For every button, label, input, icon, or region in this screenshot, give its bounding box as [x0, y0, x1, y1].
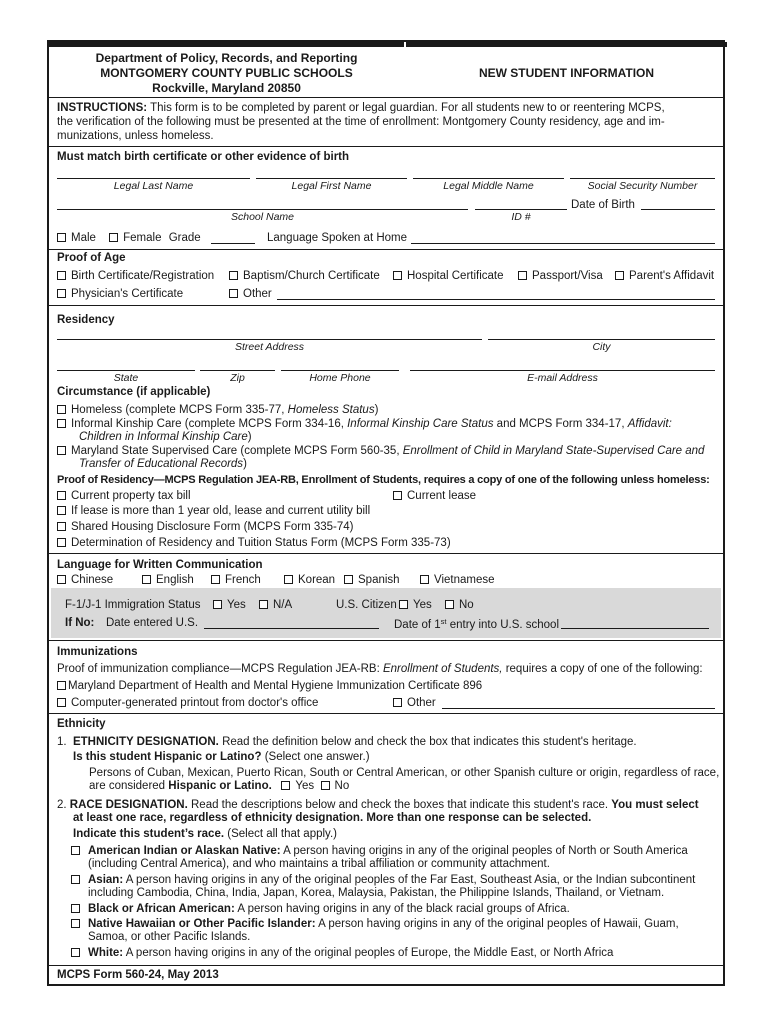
checkbox[interactable] — [211, 575, 220, 584]
ethnicity-definition-1: Persons of Cuban, Mexican, Puerto Rican, South or Central American, or other Spanish culture or origin, regardless of race, — [89, 767, 720, 779]
instructions-line-3: munizations, unless homeless. — [57, 130, 214, 142]
language-option[interactable]: Spanish — [344, 574, 400, 586]
kinship-option-cont: Children in Informal Kinship Care) — [79, 431, 252, 443]
ethnicity-definition-2: are considered Hispanic or Latino. Yes No — [89, 780, 350, 792]
language-option[interactable]: Korean — [284, 574, 335, 586]
ssn-label: Social Security Number — [587, 180, 698, 192]
email-label: E-mail Address — [527, 372, 598, 384]
kinship-option[interactable]: Informal Kinship Care (complete MCPS Form 334-16, Informal Kinship Care Status and MCPS Form 334-17, Affidavit: — [57, 418, 672, 430]
lease-old-option[interactable]: If lease is more than 1 year old, lease and current utility bill — [57, 505, 370, 517]
state-field[interactable] — [57, 370, 195, 371]
language-heading: Language for Written Communication — [57, 559, 263, 571]
proof-of-age-heading: Proof of Age — [57, 252, 126, 264]
checkbox[interactable] — [344, 575, 353, 584]
checkbox[interactable] — [71, 919, 80, 928]
checkbox[interactable] — [57, 575, 66, 584]
checkbox[interactable] — [213, 600, 222, 609]
date-entered-label: Date entered U.S. — [106, 617, 199, 629]
age-option[interactable]: Hospital Certificate — [393, 270, 504, 282]
identity-heading: Must match birth certificate or other evidence of birth — [57, 151, 350, 163]
first-name-label: Legal First Name — [291, 180, 372, 192]
female-label: Female — [123, 232, 162, 244]
race-option-pacific-islander[interactable]: Native Hawaiian or Other Pacific Islander: A person having origins in any of the original peoples of Hawaii, Guam, — [71, 918, 679, 930]
citizen-label: U.S. Citizen — [336, 599, 397, 611]
female-checkbox[interactable] — [109, 233, 118, 242]
tax-bill-option[interactable]: Current property tax bill — [57, 490, 191, 502]
school-name-label: School Name — [230, 211, 295, 223]
race-question: Indicate this student’s race. (Select all that apply.) — [73, 828, 337, 840]
grade-label: Grade — [168, 232, 201, 244]
language-option[interactable]: French — [211, 574, 261, 586]
male-label: Male — [71, 232, 96, 244]
citizen-yes-option[interactable]: Yes — [399, 599, 432, 611]
divider — [49, 553, 723, 554]
checkbox[interactable] — [420, 575, 429, 584]
divider — [49, 640, 723, 641]
city-label: City — [592, 341, 611, 353]
age-option[interactable]: Parent's Affidavit — [615, 270, 714, 282]
form-id: MCPS Form 560-24, May 2013 — [57, 969, 219, 981]
middle-name-label: Legal Middle Name — [443, 180, 534, 192]
checkbox[interactable] — [71, 875, 80, 884]
checkbox[interactable] — [57, 681, 66, 690]
state-care-option-cont: Transfer of Educational Records) — [79, 458, 247, 470]
header-bar-left — [49, 42, 404, 47]
instructions-line-1: INSTRUCTIONS: This form is to be completed by parent or legal guardian. For all students new to or reentering MCPS, — [57, 102, 665, 114]
age-option[interactable]: Birth Certificate/Registration — [57, 270, 214, 282]
middle-name-field[interactable] — [413, 178, 564, 179]
visa-label: F-1/J-1 Immigration Status — [65, 599, 201, 611]
checkbox[interactable] — [57, 446, 66, 455]
dob-label: Date of Birth — [571, 199, 635, 211]
checkbox[interactable] — [57, 419, 66, 428]
checkbox[interactable] — [57, 538, 66, 547]
checkbox[interactable] — [284, 575, 293, 584]
hispanic-no-checkbox[interactable] — [321, 781, 330, 790]
checkbox[interactable] — [393, 271, 402, 280]
lease-option[interactable]: Current lease — [393, 490, 476, 502]
other-age-field[interactable] — [277, 299, 715, 300]
org-city: Rockville, Maryland 20850 — [152, 81, 301, 95]
checkbox[interactable] — [57, 698, 66, 707]
language-option[interactable]: Vietnamese — [420, 574, 495, 586]
residency-heading: Residency — [57, 314, 115, 326]
street-field[interactable] — [57, 339, 482, 340]
date-first-entry-field[interactable] — [561, 628, 709, 629]
race-option-asian[interactable]: Asian: A person having origins in any of the original peoples of the Far East, Southeast Asia, or the Indian subcontinent — [71, 874, 695, 886]
male-checkbox[interactable] — [57, 233, 66, 242]
checkbox[interactable] — [615, 271, 624, 280]
state-care-option[interactable]: Maryland State Supervised Care (complete MCPS Form 560-35, Enrollment of Child in Maryland State-Supervised Care and — [57, 445, 704, 457]
state-label: State — [113, 372, 139, 384]
immunizations-text: Proof of immunization compliance—MCPS Regulation JEA-RB: Enrollment of Students, requires a copy of one of the following: — [57, 663, 703, 675]
dept-name: Department of Policy, Records, and Reporting — [95, 51, 358, 65]
immigration-band — [51, 588, 721, 638]
ethnicity-q1: 1. ETHNICITY DESIGNATION. Read the definition below and check the box that indicates this student's heritage. — [57, 736, 637, 748]
checkbox[interactable] — [57, 271, 66, 280]
ssn-field[interactable] — [570, 178, 715, 179]
checkbox[interactable] — [71, 948, 80, 957]
divider — [49, 713, 723, 714]
last-name-label: Legal Last Name — [113, 180, 194, 192]
race-desc-cont: (including Central America), and who maintains a tribal affiliation or community attachment. — [88, 858, 550, 870]
checkbox[interactable] — [229, 271, 238, 280]
other-immunization-field[interactable] — [442, 708, 715, 709]
checkbox[interactable] — [445, 600, 454, 609]
id-field[interactable] — [475, 209, 567, 210]
checkbox[interactable] — [259, 600, 268, 609]
race-desc-cont: Samoa, or other Pacific Islands. — [88, 931, 251, 943]
checkbox[interactable] — [393, 491, 402, 500]
other-immunization-option[interactable]: Other — [393, 697, 436, 709]
header-bar-right — [406, 42, 727, 47]
checkbox[interactable] — [57, 491, 66, 500]
sex-grade-row — [57, 232, 201, 244]
physician-option[interactable]: Physician's Certificate — [57, 288, 183, 300]
determination-option[interactable]: Determination of Residency and Tuition Status Form (MCPS Form 335-73) — [57, 537, 451, 549]
city-field[interactable] — [488, 339, 715, 340]
id-label: ID # — [511, 211, 531, 223]
checkbox[interactable] — [57, 506, 66, 515]
checkbox[interactable] — [71, 846, 80, 855]
divider — [49, 965, 723, 966]
race-desc-cont: including Cambodia, China, India, Japan, Korea, Malaysia, Pakistan, the Philippine Islands, Thailand, or Vietnam. — [88, 887, 665, 899]
immunizations-heading: Immunizations — [57, 646, 138, 658]
divider — [49, 97, 723, 98]
checkbox[interactable] — [399, 600, 408, 609]
age-option[interactable]: Passport/Visa — [518, 270, 603, 282]
school-name-field[interactable] — [57, 209, 468, 210]
race-option-american-indian[interactable]: American Indian or Alaskan Native: A person having origins in any of the original peoples of North or South America — [71, 845, 688, 857]
language-option[interactable]: English — [142, 574, 194, 586]
divider — [49, 249, 723, 250]
zip-field[interactable] — [200, 370, 275, 371]
zip-label: Zip — [230, 372, 245, 384]
checkbox[interactable] — [57, 405, 66, 414]
new-student-form — [47, 40, 725, 986]
shared-housing-option[interactable]: Shared Housing Disclosure Form (MCPS Form 335-74) — [57, 521, 353, 533]
homeless-option[interactable]: Homeless (complete MCPS Form 335-77, Homeless Status) — [57, 404, 378, 416]
language-option[interactable]: Chinese — [57, 574, 113, 586]
citizen-no-option[interactable]: No — [445, 599, 474, 611]
checkbox[interactable] — [57, 289, 66, 298]
first-name-field[interactable] — [256, 178, 407, 179]
age-option[interactable]: Baptism/Church Certificate — [229, 270, 380, 282]
ethnicity-heading: Ethnicity — [57, 718, 106, 730]
ethnicity-question: Is this student Hispanic or Latino? (Select one answer.) — [73, 751, 370, 763]
race-option-black[interactable]: Black or African American: A person having origins in any of the black racial groups of Africa. — [71, 903, 570, 915]
circumstance-heading: Circumstance (if applicable) — [57, 386, 211, 398]
printout-option[interactable]: Computer-generated printout from doctor's office — [57, 697, 318, 709]
race-option-white[interactable]: White: A person having origins in any of the original peoples of Europe, the Middle East, or North Africa — [71, 947, 613, 959]
checkbox[interactable] — [57, 522, 66, 531]
date-first-entry-label: Date of 1st entry into U.S. school — [394, 617, 560, 631]
date-entered-field[interactable] — [204, 628, 379, 629]
checkbox[interactable] — [518, 271, 527, 280]
org-name: MONTGOMERY COUNTY PUBLIC SCHOOLS — [100, 66, 353, 80]
checkbox[interactable] — [142, 575, 151, 584]
visa-yes-option[interactable]: Yes — [213, 599, 246, 611]
race-q2: 2. RACE DESIGNATION. Read the descriptions below and check the boxes that indicate this student's race. You must select — [57, 799, 699, 811]
language-home-field[interactable] — [411, 243, 715, 244]
phone-field[interactable] — [281, 370, 399, 371]
form-title: NEW STUDENT INFORMATION — [478, 66, 655, 80]
phone-label: Home Phone — [309, 372, 371, 384]
if-no-label: If No: — [65, 617, 95, 629]
race-q2-cont: at least one race, regardless of ethnicity designation. More than one response can be selected. — [73, 812, 592, 824]
language-home-label: Language Spoken at Home — [267, 232, 408, 244]
divider — [49, 146, 723, 147]
checkbox[interactable] — [393, 698, 402, 707]
proof-of-residency-heading: Proof of Residency—MCPS Regulation JEA-RB, Enrollment of Students, requires a copy of one of the following unless homeless: — [57, 474, 710, 486]
visa-na-option[interactable]: N/A — [259, 599, 292, 611]
instructions-line-2: the verification of the following must be presented at the time of enrollment: Montgomery County residency, age and im- — [57, 116, 665, 128]
md-cert-option[interactable]: Maryland Department of Health and Mental Hygiene Immunization Certificate 896 — [57, 680, 482, 692]
divider — [49, 305, 723, 306]
last-name-field[interactable] — [57, 178, 250, 179]
dob-field[interactable] — [641, 209, 715, 210]
street-label: Street Address — [234, 341, 305, 353]
other-age-option[interactable]: Other — [229, 288, 272, 300]
grade-field[interactable] — [211, 243, 255, 244]
checkbox[interactable] — [229, 289, 238, 298]
email-field[interactable] — [410, 370, 715, 371]
checkbox[interactable] — [71, 904, 80, 913]
hispanic-yes-checkbox[interactable] — [281, 781, 290, 790]
